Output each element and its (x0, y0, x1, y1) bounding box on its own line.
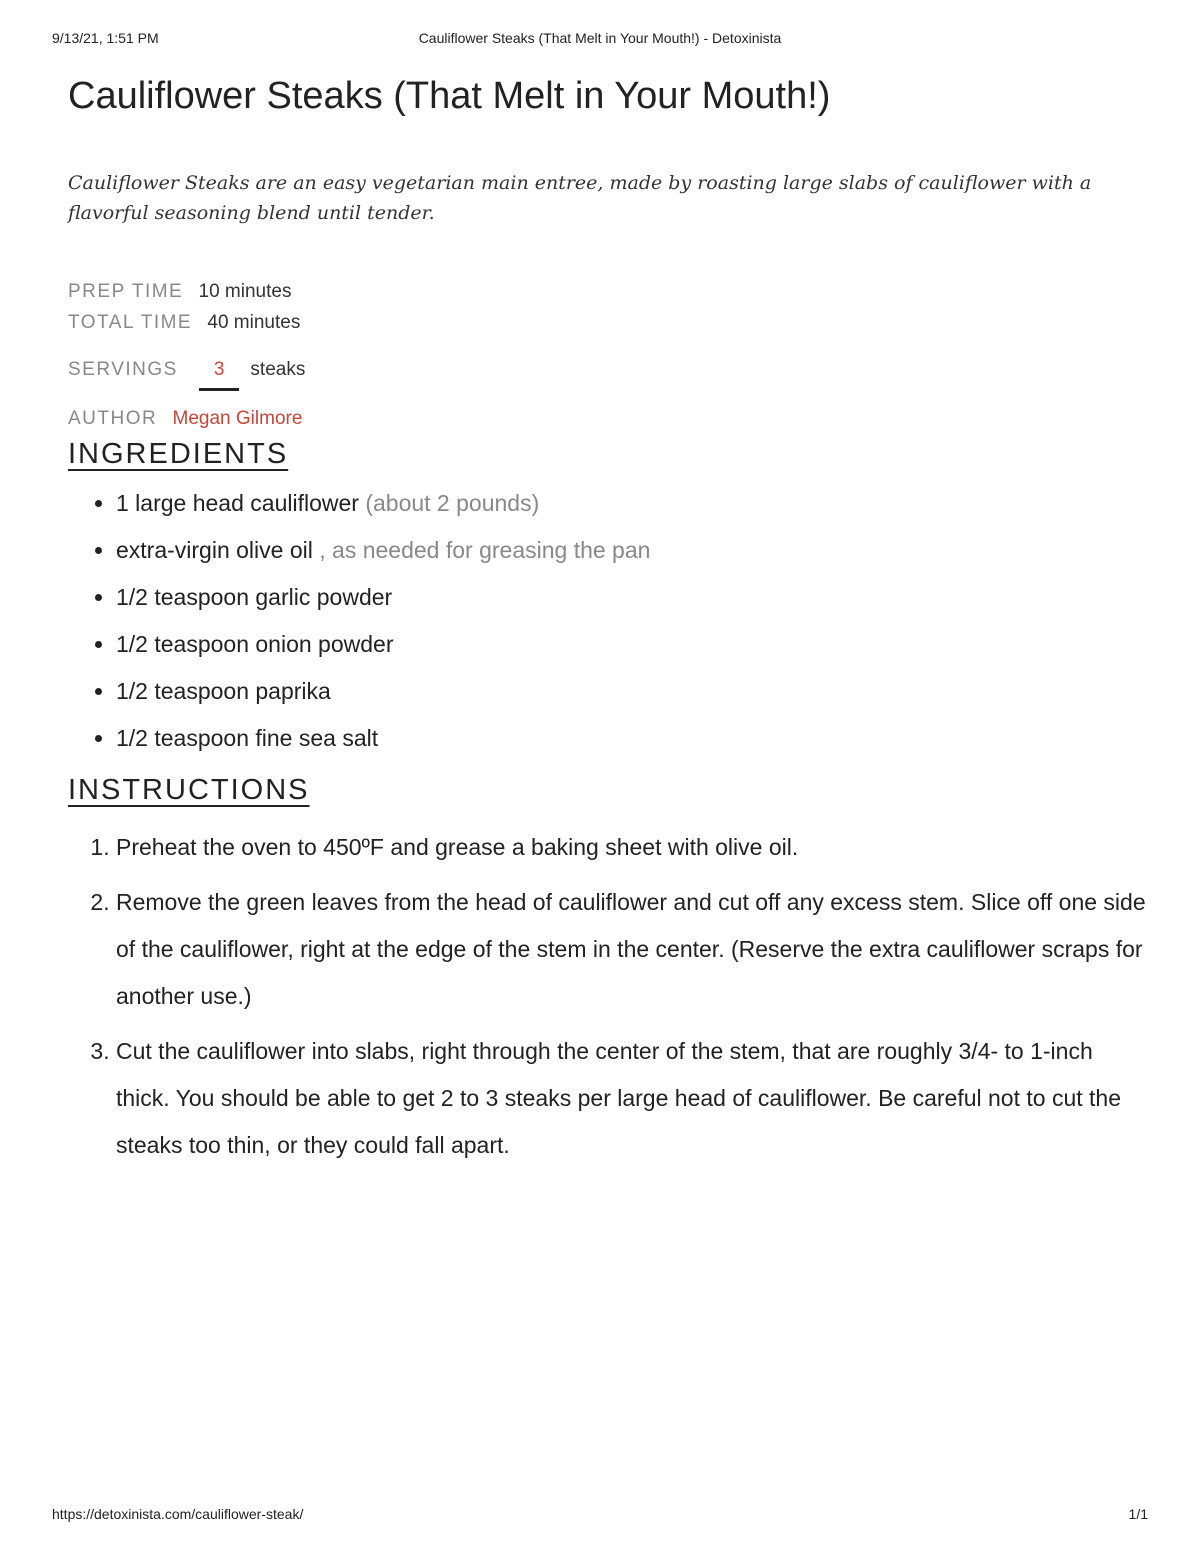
author-link[interactable]: Megan Gilmore (172, 408, 303, 429)
print-date: 9/13/21, 1:51 PM (52, 30, 159, 46)
ingredient-text: 1 large head cauliflower (116, 490, 359, 516)
recipe-card (68, 70, 1148, 1177)
author-label: AUTHOR (68, 408, 158, 429)
recipe-meta (68, 276, 1148, 434)
print-footer (0, 1506, 1200, 1526)
print-document-title: Cauliflower Steaks (That Melt in Your Mouth!) - Detoxinista (418, 30, 782, 46)
prep-time-row (68, 276, 1148, 307)
ingredient-item (116, 535, 1148, 582)
instruction-step: 2. Remove the green leaves from the head of cauliflower and cut off any excess stem. Slice off one side of the cauliflower, right at the edge of the stem in the center. (Reserve the extra cauliflower scraps for another use.) (116, 879, 1146, 1020)
ingredient-item (116, 723, 1148, 770)
ingredient-item (116, 488, 1148, 535)
recipe-summary: Cauliflower Steaks are an easy vegetarian main entree, made by roasting large slabs of cauliflower with a flavorful seasoning blend until tender. (68, 172, 1092, 224)
prep-time-value: 10 minutes (198, 281, 292, 302)
instructions-list (68, 824, 1146, 1169)
print-header (0, 30, 1200, 50)
ingredient-text: 1/2 teaspoon paprika (116, 678, 331, 704)
prep-time-label: PREP TIME (68, 281, 184, 302)
instruction-step: 3. Cut the cauliflower into slabs, right through the center of the stem, that are roughly 3/4- to 1-inch thick. You should be able to get 2 to 3 steaks per large head of cauliflower. Be careful not to cut the steaks too thin, or they could fall apart. (116, 1028, 1146, 1169)
ingredient-note: , as needed for greasing the pan (312, 537, 651, 563)
ingredient-text: extra-virgin olive oil (116, 537, 313, 563)
ingredients-list (68, 488, 1148, 770)
total-time-label: TOTAL TIME (68, 312, 193, 333)
print-url: https://detoxinista.com/cauliflower-steak/ (52, 1506, 304, 1522)
servings-input[interactable]: 3 (199, 356, 239, 391)
ingredient-note: (about 2 pounds) (358, 490, 540, 516)
page-number: 1/1 (1128, 1506, 1148, 1522)
ingredient-item (116, 629, 1148, 676)
ingredient-text: 1/2 teaspoon onion powder (116, 631, 394, 657)
ingredient-item (116, 676, 1148, 723)
instructions-heading: INSTRUCTIONS (68, 774, 310, 806)
ingredient-text: 1/2 teaspoon garlic powder (116, 584, 393, 610)
ingredient-item (116, 582, 1148, 629)
author-row (68, 403, 1148, 434)
recipe-title: Cauliflower Steaks (That Melt in Your Mouth!) (68, 75, 831, 117)
ingredients-heading: INGREDIENTS (68, 438, 289, 470)
instruction-step: 1. Preheat the oven to 450ºF and grease a baking sheet with olive oil. (116, 824, 1146, 871)
total-time-value: 40 minutes (207, 312, 301, 333)
servings-unit: steaks (250, 359, 306, 380)
total-time-row (68, 307, 1148, 338)
ingredient-text: 1/2 teaspoon fine sea salt (116, 725, 379, 751)
servings-row (68, 354, 1148, 385)
servings-label: SERVINGS (68, 359, 178, 380)
